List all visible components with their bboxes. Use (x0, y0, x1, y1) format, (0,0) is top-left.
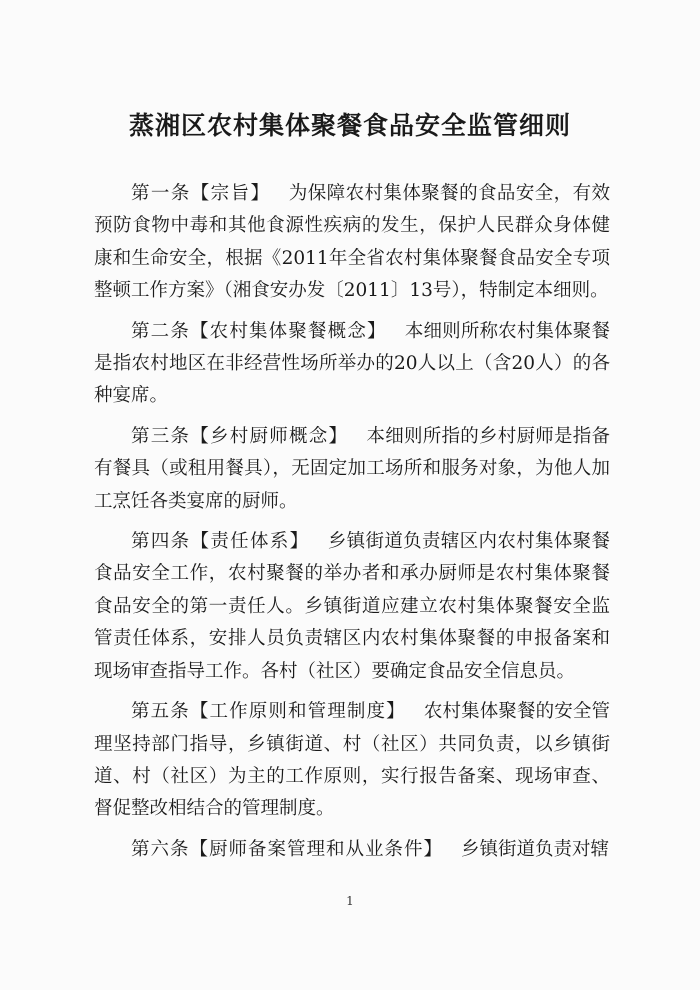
article-heading: 第六条【厨师备案管理和从业条件】 (131, 838, 444, 860)
article-text: 为保障农村集体聚餐的食品安全，有效预防食物中毒和其他食源性疾病的发生，保护人民群众身体健康和生命安全，根据《2011年全省农村集体聚餐食品安全专项整顿工作方案》（湘食安办发〔2011〕13号），特制定本细则。 (94, 183, 610, 302)
article-text: 乡镇街道负责辖区内农村集体聚餐食品安全工作，农村聚餐的举办者和承办厨师是农村集体聚餐食品安全的第一责任人。乡镇街道应建立农村集体聚餐安全监管责任体系，安排人员负责辖区内农村集体聚餐的申报备案和现场审查指导工作。各村（社区）要确定食品安全信息员。 (94, 531, 610, 682)
article-2 (94, 316, 610, 413)
article-5 (94, 696, 610, 826)
article-4 (94, 526, 610, 688)
article-text: 乡镇街道负责对辖 (461, 838, 610, 860)
article-text: 农村集体聚餐的安全管理坚持部门指导，乡镇街道、村（社区）共同负责，以乡镇街道、村（社区）为主的工作原则，实行报告备案、现场审查、督促整改相结合的管理制度。 (94, 701, 610, 820)
article-heading: 第五条【工作原则和管理制度】 (131, 701, 406, 723)
article-text: 本细则所指的乡村厨师是指备有餐具（或租用餐具），无固定加工场所和服务对象，为他人加工烹饪各类宴席的厨师。 (94, 425, 610, 512)
article-3 (94, 421, 610, 518)
page-number: 1 (346, 894, 354, 908)
article-heading: 第一条【宗旨】 (131, 183, 271, 204)
article-6 (94, 834, 610, 866)
article-text: 本细则所称农村集体聚餐是指农村地区在非经营性场所举办的20人以上（含20人）的各种宴席。 (94, 320, 610, 407)
article-1 (94, 178, 610, 308)
document-body (94, 178, 610, 874)
document-title: 蒸湘区农村集体聚餐食品安全监管细则 (128, 111, 571, 140)
article-heading: 第三条【乡村厨师概念】 (131, 425, 349, 447)
article-heading: 第二条【农村集体聚餐概念】 (131, 320, 387, 342)
article-heading: 第四条【责任体系】 (131, 531, 310, 553)
